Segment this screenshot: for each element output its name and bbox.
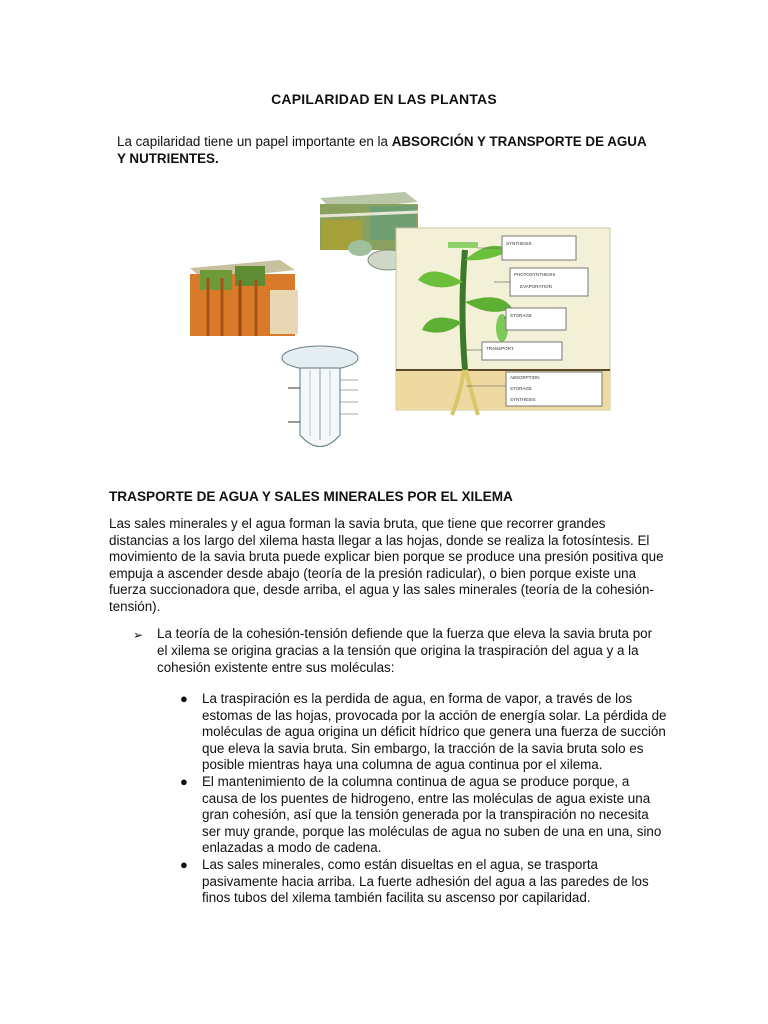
bullet-dot-icon: ● <box>180 856 188 872</box>
plant-diagram <box>396 228 610 415</box>
bullet-dot-icon: ● <box>180 691 188 706</box>
plant-illustration <box>160 190 615 460</box>
figure-label: SYNTHESIS <box>506 241 532 246</box>
intro-paragraph <box>117 133 657 167</box>
list-item-text: El mantenimiento de la columna continua de agua se produce porque, a causa de los puentes de hidrogeno, entre las moléculas de agua existe una gran cohesión, así que la tensión generada por la transpiración no necesita ser muy grande, porque las moléculas de agua no suben de una en una, sino enlazadas a modo de cadena. <box>202 773 662 856</box>
root-tip-image <box>282 346 358 447</box>
figure-label: PHOTOSYNTHESIS <box>514 272 556 277</box>
arrow-list-text: La teoría de la cohesión-tensión defiende que la fuerza que eleva la savia bruta por el xilema se origina gracias a la tensión que origina la traspiración del agua y a la cohesión existente entre sus moléculas: <box>157 626 653 675</box>
list-item-text: Las sales minerales, como están disueltas en el agua, se trasporta pasivamente hacia arriba. La fuerte adhesión del agua a las paredes de los finos tubos del xilema también facilita su ascenso por capilaridad. <box>202 856 649 906</box>
body-paragraph: Las sales minerales y el agua forman la savia bruta, que tiene que recorrer grandes distancias a los largo del xilema hasta llegar a las hojas, donde se realiza la fotosíntesis. El movimiento de la savia bruta puede explicar bien porque se produce una presión positiva que empuja a ascender desde abajo (teoría de la presión radicular), o bien porque existe una fuerza succionadora que, desde arriba, el agua y las sales minerales (teoría de la cohesión-tensión). <box>109 516 664 614</box>
intro-bold-text: ABSORCIÓN Y TRANSPORTE DE AGUA Y NUTRIENTES. <box>117 134 647 166</box>
figure-label: STORAGE <box>510 313 532 318</box>
bullet-dot-icon: ● <box>180 773 188 789</box>
list-item <box>178 774 668 857</box>
figure-label: STORAGE <box>510 386 532 391</box>
stem-tissue-image <box>190 260 298 336</box>
section-heading: TRASPORTE DE AGUA Y SALES MINERALES POR EL XILEMA <box>109 489 513 504</box>
arrow-bullet-icon: ➢ <box>133 628 144 642</box>
figure-label: SYNTHESIS <box>510 397 536 402</box>
bullet-list <box>178 691 668 907</box>
arrow-list-item <box>133 626 663 676</box>
intro-text: La capilaridad tiene un papel importante en la <box>117 134 392 149</box>
figure-label: ABSORPTION <box>510 375 540 380</box>
list-item <box>178 691 668 774</box>
figure-label: EVAPORATION <box>520 284 552 289</box>
list-item-text: La traspiración es la perdida de agua, en forma de vapor, a través de los estomas de las hojas, provocada por la acción de energía solar. La pérdida de moléculas de agua origina un déficit hídrico que genera una fuerza de succión que eleva la savia bruta. Sin embargo, la tracción de la savia bruta solo es posible mientras haya una columna de agua continua por el xilema. <box>202 691 667 773</box>
page-title: CAPILARIDAD EN LAS PLANTAS <box>271 91 497 107</box>
list-item <box>178 857 668 907</box>
figure-label: TRANSPORT <box>486 346 514 351</box>
